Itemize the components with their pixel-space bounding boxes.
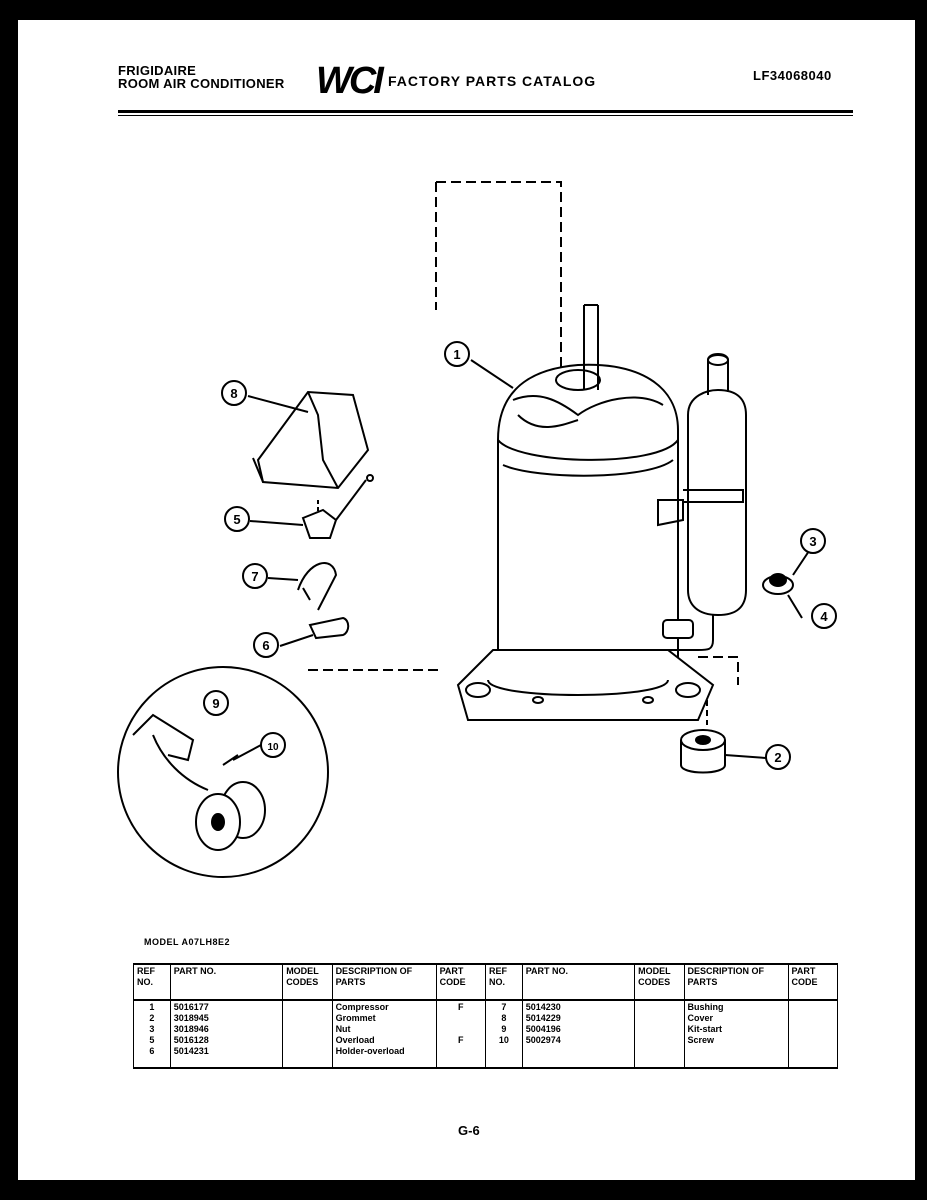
wci-logo: WCI bbox=[316, 60, 381, 102]
parts-table bbox=[133, 963, 838, 1069]
col-ref-no-2: REF NO. bbox=[485, 964, 522, 1000]
ref-list-left: 1 2 3 5 6 bbox=[134, 1000, 171, 1068]
part-list-left: 5016177 3018945 3018946 5016128 5014231 bbox=[170, 1000, 282, 1068]
model-list-right bbox=[635, 1000, 684, 1068]
desc-list-right: Bushing Cover Kit-start Screw bbox=[684, 1000, 788, 1068]
part-grommet bbox=[681, 730, 725, 773]
model-list-left bbox=[283, 1000, 332, 1068]
callout-6: 6 bbox=[262, 638, 270, 653]
model-label: MODEL A07LH8E2 bbox=[144, 937, 231, 947]
col-ref-no: REF NO. bbox=[134, 964, 171, 1000]
col-description: DESCRIPTION OF PARTS bbox=[332, 964, 436, 1000]
page-number: G-6 bbox=[458, 1123, 480, 1138]
ref-list-right: 7 8 9 10 bbox=[485, 1000, 522, 1068]
col-part-code-2: PART CODE bbox=[788, 964, 837, 1000]
col-model-codes: MODEL CODES bbox=[283, 964, 332, 1000]
code-list-right bbox=[788, 1000, 837, 1068]
catalog-title: FACTORY PARTS CATALOG bbox=[388, 73, 597, 89]
col-part-code: PART CODE bbox=[436, 964, 485, 1000]
desc-list-left: Compressor Grommet Nut Overload Holder-overload bbox=[332, 1000, 436, 1068]
brand-name: FRIGIDAIRE bbox=[118, 63, 197, 78]
compressor bbox=[458, 305, 713, 720]
part-nut bbox=[763, 574, 793, 594]
callout-5: 5 bbox=[233, 512, 241, 527]
callout-2: 2 bbox=[774, 750, 782, 765]
part-holder bbox=[298, 563, 336, 610]
callout-4: 4 bbox=[820, 609, 828, 624]
catalog-number: LF34068040 bbox=[753, 68, 832, 83]
col-part-no-2: PART NO. bbox=[522, 964, 634, 1000]
catalog-page bbox=[18, 20, 915, 1180]
callout-3: 3 bbox=[809, 534, 817, 549]
exploded-parts-diagram bbox=[18, 20, 915, 920]
callout-8: 8 bbox=[230, 386, 238, 401]
col-model-codes-2: MODEL CODES bbox=[635, 964, 684, 1000]
callout-1: 1 bbox=[453, 347, 461, 362]
callout-10: 10 bbox=[267, 742, 279, 753]
part-list-right: 5014230 5014229 5004196 5002974 bbox=[522, 1000, 634, 1068]
callout-9: 9 bbox=[212, 696, 220, 711]
callout-7: 7 bbox=[251, 569, 259, 584]
col-part-no: PART NO. bbox=[170, 964, 282, 1000]
part-cover bbox=[253, 392, 368, 488]
part-bushing bbox=[310, 618, 348, 638]
col-description-2: DESCRIPTION OF PARTS bbox=[684, 964, 788, 1000]
product-line: ROOM AIR CONDITIONER bbox=[118, 76, 285, 91]
code-list-left: F F bbox=[436, 1000, 485, 1068]
